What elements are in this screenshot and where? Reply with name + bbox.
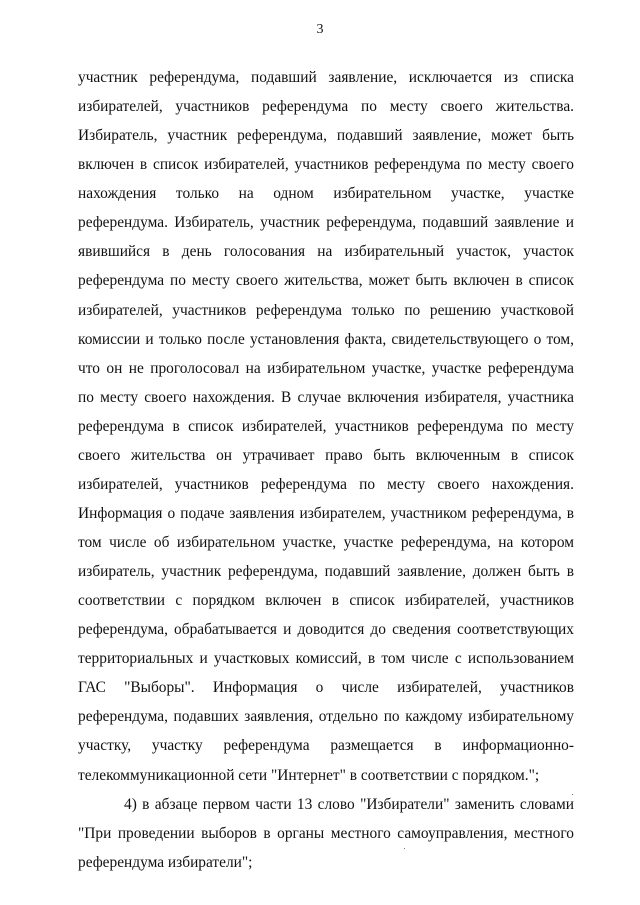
text-line: избиратель, участник референдума, подавший заявление, должен быть в xyxy=(78,563,574,581)
text-line: соответствии с порядком включен в список избирателей, участников xyxy=(78,592,574,610)
text-line: своего жительства он утрачивает право быть включенным в список xyxy=(78,446,574,464)
text-line: избирателей, участников референдума по месту своего жительства. xyxy=(78,98,574,116)
text-line: телекоммуникационной сети "Интернет" в соответствии с порядком."; xyxy=(78,766,540,784)
text-line: референдума, подавших заявления, отдельно по каждому избирательному xyxy=(78,708,574,726)
text-line: участник референдума, подавший заявление, исключается из списка xyxy=(78,69,574,86)
text-line: участку, участку референдума размещается в информационно- xyxy=(78,737,574,755)
text-line: референдума избиратели"; xyxy=(78,853,253,871)
text-line: референдума в список избирателей, участников референдума по месту xyxy=(78,417,574,435)
text-line: что он не проголосовал на избирательном участке, участке референдума xyxy=(78,359,574,377)
page-number: 3 xyxy=(316,22,324,37)
text-line: избирателей, участников референдума по месту своего нахождения. xyxy=(78,475,574,493)
text-line: Информация о подаче заявления избирателем, участником референдума, в xyxy=(78,504,574,522)
text-line: референдума, обрабатывается и доводится до сведения соответствующих xyxy=(78,621,574,639)
text-line: включен в список избирателей, участников референдума по месту своего xyxy=(78,156,574,174)
text-line: ГАС "Выборы". Информация о числе избирателей, участников xyxy=(78,679,574,697)
text-line: 4) в абзаце первом части 13 слово "Избиратели" заменить словами xyxy=(124,795,574,813)
document-body xyxy=(78,67,574,881)
scan-speck xyxy=(572,794,573,795)
text-line: нахождения только на одном избирательном участке, участке xyxy=(78,185,574,203)
text-line: том числе об избирательном участке, участке референдума, на котором xyxy=(78,534,574,551)
text-line: референдума. Избиратель, участник референдума, подавший заявление и xyxy=(78,214,574,232)
scan-speck xyxy=(404,848,405,849)
text-line: территориальных и участковых комиссий, в том числе с использованием xyxy=(78,650,574,668)
text-line: комиссии и только после установления факта, свидетельствующего о том, xyxy=(78,330,574,348)
text-line: референдума по месту своего жительства, может быть включен в список xyxy=(78,272,574,290)
text-line: избирателей, участников референдума только по решению участковой xyxy=(78,301,574,319)
text-line: Избиратель, участник референдума, подавший заявление, может быть xyxy=(78,127,574,145)
text-line: явившийся в день голосования на избирательный участок, участок xyxy=(78,243,574,261)
text-line: по месту своего нахождения. В случае включения избирателя, участника xyxy=(78,388,574,406)
text-line: "При проведении выборов в органы местного самоуправления, местного xyxy=(78,824,574,842)
